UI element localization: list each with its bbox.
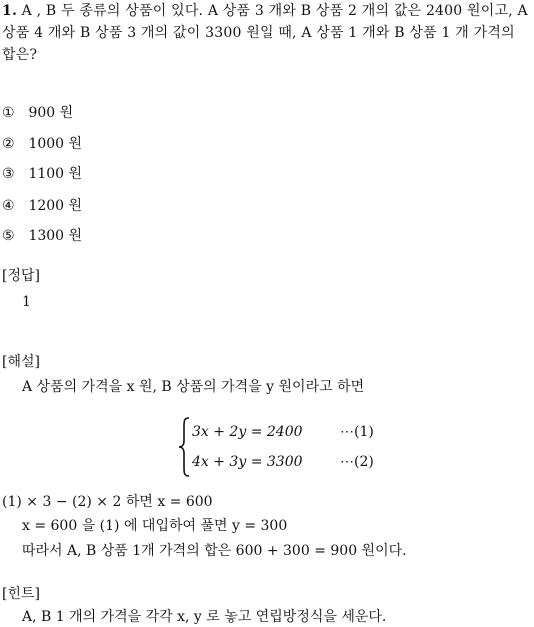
choice-2[interactable] [2, 134, 82, 154]
explanation-intro: A 상품의 가격을 x 원, B 상품의 가격을 y 원이라고 하면 [22, 379, 365, 395]
choice-label: 1100 원 [28, 166, 83, 182]
choice-number: ② [2, 136, 15, 152]
answer-value: 1 [22, 294, 31, 310]
left-brace-icon [178, 417, 190, 477]
choice-3[interactable] [2, 164, 82, 184]
equation-ref: ⋯(1) [340, 424, 374, 440]
question-text-block [2, 0, 532, 66]
choice-1[interactable] [2, 103, 73, 123]
hint-text: A, B 1 개의 가격을 각각 x, y 로 놓고 연립방정식을 세운다. [22, 609, 387, 625]
choice-label: 900 원 [28, 105, 74, 121]
question-number: 1. [2, 3, 18, 19]
choice-label: 1000 원 [28, 136, 83, 152]
choice-number: ③ [2, 166, 15, 182]
explanation-step-3: 따라서 A, B 상품 1개 가격의 합은 600 + 300 = 900 원이다. [22, 543, 407, 559]
choice-number: ④ [2, 198, 15, 214]
equation-2 [192, 452, 374, 472]
hint-heading: [힌트] [2, 586, 40, 602]
question-text: A , B 두 종류의 상품이 있다. A 상품 3 개와 B 상품 2 개의 값은 2400 원이고, A 상품 4 개와 B 상품 3 개의 값이 3300 원일 때, A 상품 1 개와 B 상품 1 개 가격의 합은? [2, 3, 528, 63]
answer-heading: [정답] [2, 268, 40, 284]
equation-ref: ⋯(2) [340, 454, 374, 470]
equation-expr: 3x + 2y = 2400 [192, 424, 303, 440]
equation-1 [192, 422, 374, 442]
choice-label: 1300 원 [28, 228, 83, 244]
choice-label: 1200 원 [28, 198, 83, 214]
choice-4[interactable] [2, 196, 82, 216]
explanation-step-2: x = 600 을 (1) 에 대입하여 풀면 y = 300 [22, 518, 288, 534]
choice-5[interactable] [2, 226, 82, 246]
equation-expr: 4x + 3y = 3300 [192, 454, 303, 470]
explanation-heading: [해설] [2, 354, 40, 370]
equation-system [178, 417, 378, 477]
choice-number: ⑤ [2, 228, 15, 244]
explanation-step-1: (1) × 3 − (2) × 2 하면 x = 600 [2, 494, 213, 510]
choice-number: ① [2, 105, 15, 121]
